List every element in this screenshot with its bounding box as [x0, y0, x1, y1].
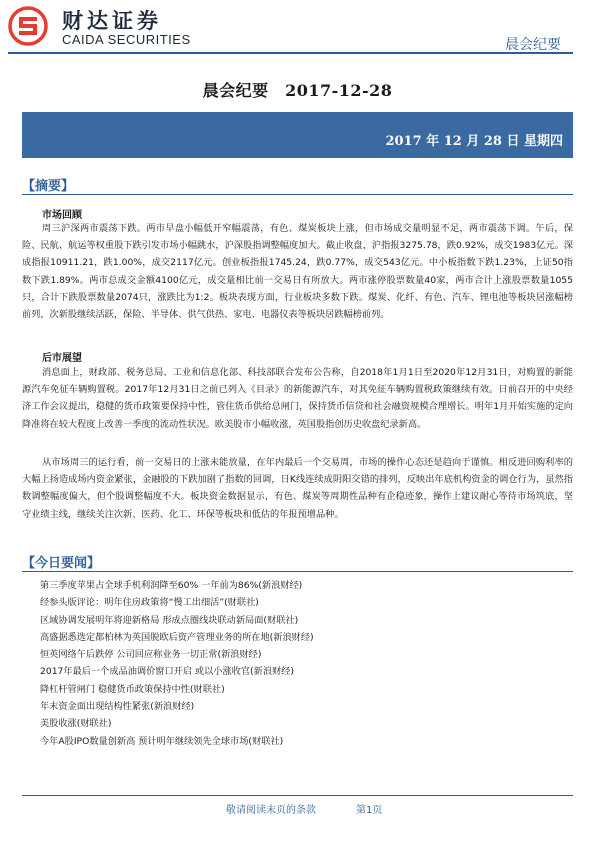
- news-item: 第三季度苹果占全球手机利润降至60% 一年前为86%(新浪财经): [40, 580, 303, 591]
- outlook-heading: 后市展望: [42, 353, 82, 364]
- brand-name-cn: 财达证券: [62, 9, 162, 33]
- news-item: 今年A股IPO数量创新高 预计明年继续领先全球市场(财联社): [40, 735, 284, 747]
- outlook-paragraph-1: 消息面上，财政部、税务总局、工业和信息化部、科技部联合发布公告称，自2018年1月1日至2020年12月31日，对购置的新能源汽车免征车辆购置税。2017年12月31日之前已列入《目录》的新能源汽车，对其免征车辆购置税政策继续有效。日前召开的中央经济工作会议提出，稳健的货币政策要保持中性，管住货币供给总闸门，保持货币信贷和社会融资规模合理增长。明年1月开始实施的定向降准将在较大程度上改善一季度的流动性状况。欧美股市小幅收涨，英国股指创历史收盘纪录新高。: [22, 367, 573, 430]
- report-type-label: 晨会纪要: [505, 37, 561, 53]
- news-item: 高盛据悉选定都柏林为英国脱欧后资产管理业务的所在地(新浪财经): [40, 631, 314, 643]
- news-section-rule: [22, 571, 573, 572]
- outlook-paragraph-2: 从市场周三的运行看，前一交易日的上涨未能放量，在年内最后一个交易周，市场的操作心态还是趋向于谨慎。相反进回购利率的大幅上扬造成场内资金紧张，金融股的下跌加剧了指数的回调，日K线连续成阴阳交错的排列，反映出年底机构资金的调仓行为，虽然指数调整幅度偏大，但个股调整幅度不大。板块资金数据显示，有色、煤炭等周期性品种有企稳迹象，操作上建议耐心等待市场筑底，坚守业绩主线，继续关注次新、医药、化工、环保等板块和低估的年报预增品种。: [22, 457, 573, 520]
- news-item: 区域协调发展明年将迎新格局 形成点圈线块联动新局面(财联社): [40, 614, 299, 626]
- report-date: 2017 年 12 月 28 日 星期四: [385, 134, 563, 149]
- market-review-heading: 市场回顾: [42, 210, 82, 221]
- summary-section-rule: [22, 194, 573, 195]
- page-number: 第1页: [356, 805, 383, 816]
- footer-divider: [22, 795, 573, 796]
- news-item: 2017年最后一个成品油调价窗口开启 或以小涨收官(新浪财经): [40, 666, 294, 678]
- news-item: 恒英网络午后跌停 公司回应称业务一切正常(新浪财经): [40, 649, 262, 661]
- date-banner: [22, 112, 573, 158]
- summary-section-heading: 【摘要】: [22, 179, 75, 194]
- caida-logo-icon: [8, 6, 48, 46]
- news-item: 年末资金面出现结构性紧张(新浪财经): [40, 701, 195, 713]
- market-review-paragraph: 周三沪深两市震荡下跌。两市早盘小幅低开窄幅震荡，有色、煤炭板块上涨，但市场成交量明显不足，两市震荡下调。午后，保险、民航、航运等权重股下跌引发市场小幅跳水，沪深股指调整幅度加大。截止收盘，沪指报3275.78，跌0.92%，成交1983亿元。深成指报10911.21，跌1.00%，成交2117亿元。创业板指报1745.24，跌0.77%，成交543亿元。中小板指数下跌1.23%，上证50指数下跌1.89%。两市总成交金额4100亿元，成交量相比前一交易日有所放大。两市涨停股票数量40家，两市合计上涨股票数量1055只，合计下跌股票数量2074只，涨跌比为1:2。板块表现方面，行业板块多数下跌。煤炭、化纤、有色、汽车、锂电池等板块居涨幅榜前列，次新股继续活跃，保险、半导体、供气供热、家电、电器仪表等板块居跌幅榜前列。: [22, 223, 573, 321]
- news-item: 美股收涨(财联社): [40, 718, 112, 730]
- disclaimer-note: 敬请阅读末页的条款: [226, 805, 316, 816]
- brand-name-en: CAIDA SECURITIES: [62, 32, 191, 47]
- document-title: 晨会纪要 2017-12-28: [202, 81, 393, 100]
- header-divider: [8, 52, 573, 54]
- news-item: 经参头版评论：明年住房政策将“慢工出细活”(财联社): [40, 597, 259, 609]
- news-list: [40, 577, 314, 750]
- news-item: 降杠杆管闸门 稳健货币政策保持中性(财联社): [40, 683, 225, 695]
- news-section-heading: 【今日要闻】: [22, 556, 101, 571]
